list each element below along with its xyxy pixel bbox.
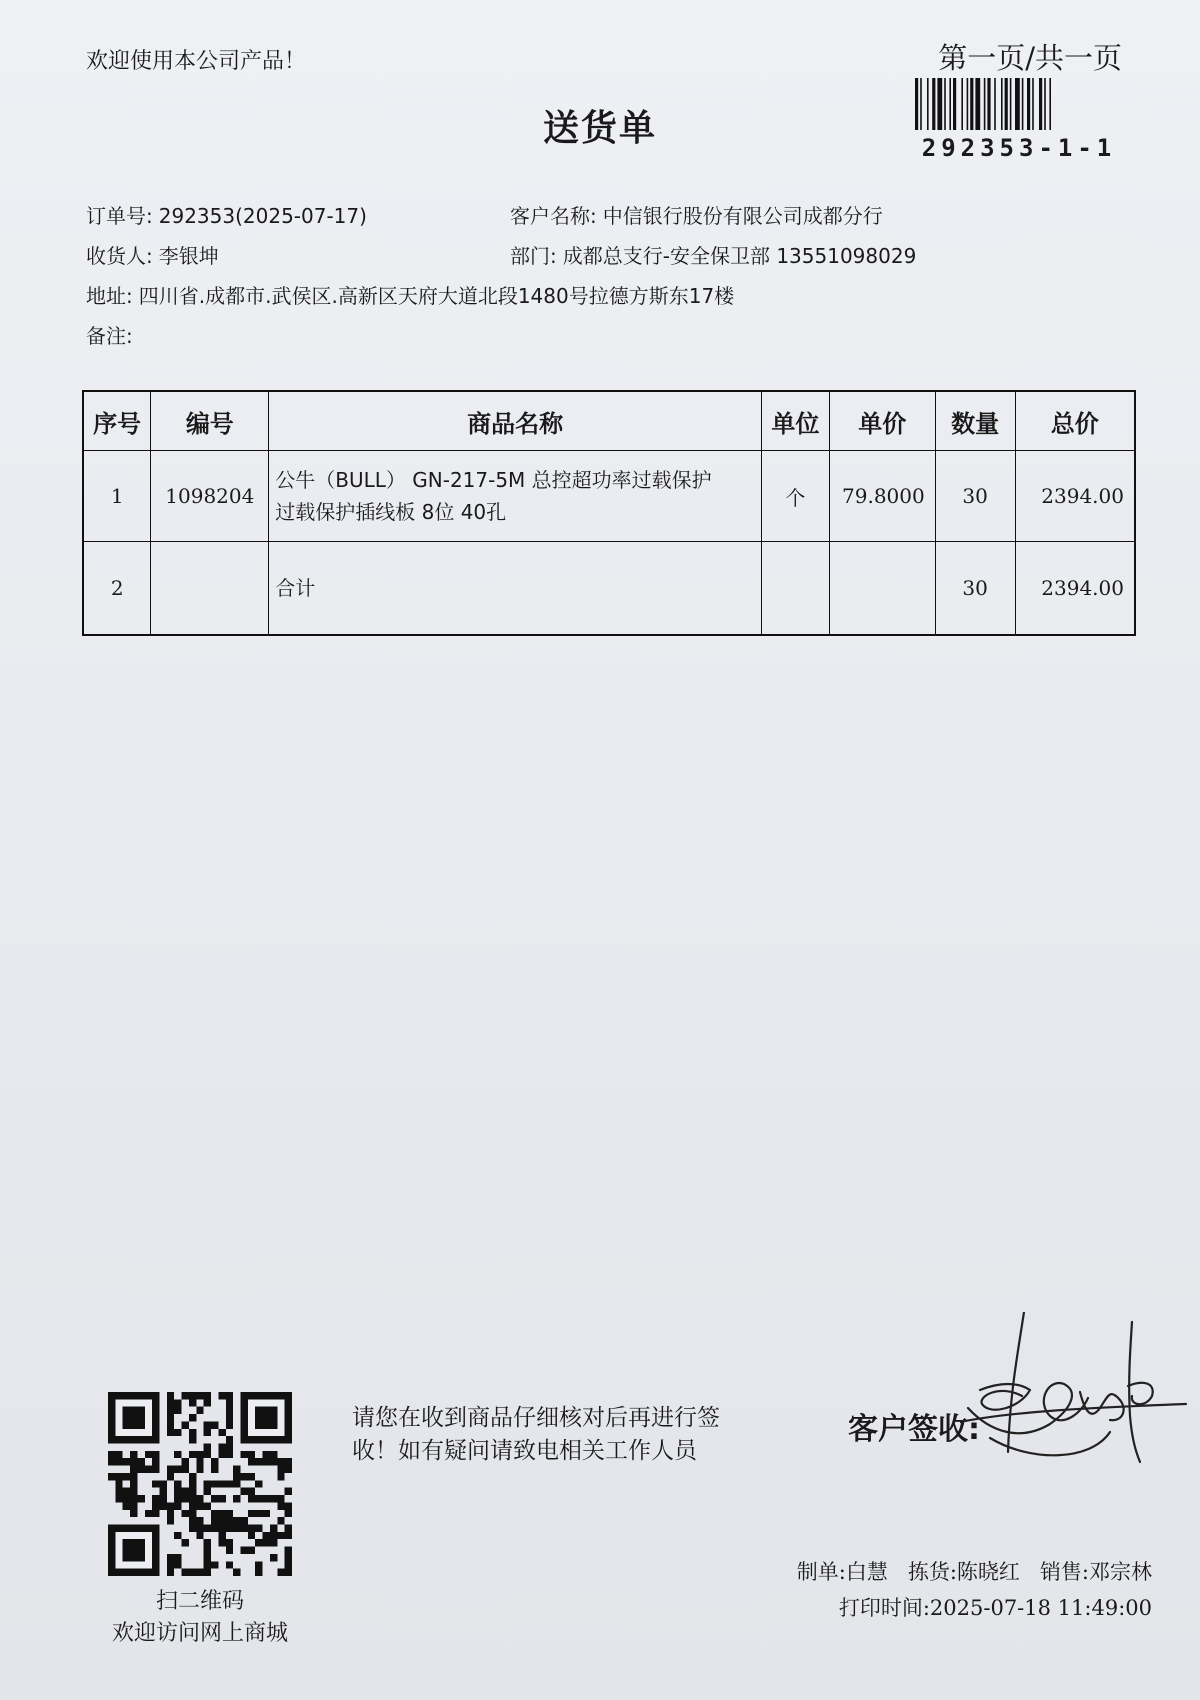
cell-unit: 个 — [761, 451, 829, 542]
address-field — [86, 280, 734, 309]
page-info: 第一页/共一页 — [938, 41, 1122, 75]
notice-line: 收！如有疑问请致电相关工作人员 — [352, 1438, 697, 1464]
cell-seq: 1 — [83, 451, 151, 542]
order-number-value: 292353(2025-07-17) — [158, 204, 367, 228]
product-name-line: 合计 — [275, 576, 316, 600]
cell-code: 1098204 — [151, 451, 269, 542]
document-title: 送货单 — [542, 108, 657, 149]
department-value: 成都总支行-安全保卫部 13551098029 — [562, 244, 917, 268]
staff-info — [777, 1556, 1152, 1586]
notice-text — [352, 1402, 792, 1468]
qr-code-image — [108, 1392, 292, 1576]
print-time: 打印时间:2025-07-18 11:49:00 — [838, 1596, 1152, 1620]
header-unit-price: 单价 — [829, 391, 935, 451]
cell-code — [151, 542, 269, 636]
welcome-text: 欢迎使用本公司产品！ — [86, 49, 307, 74]
cell-total: 2394.00 — [1015, 451, 1135, 542]
table-row — [83, 542, 1135, 636]
qr-caption: 扫二维码 — [155, 1589, 244, 1614]
cell-unit-price: 79.8000 — [829, 451, 935, 542]
cell-seq: 2 — [83, 542, 151, 636]
remarks-field — [86, 320, 139, 349]
department-field — [510, 240, 916, 269]
receiver-value: 李银坤 — [158, 244, 219, 268]
qr-caption: 欢迎访问网上商城 — [111, 1621, 288, 1646]
receiver-field — [86, 240, 219, 269]
header-total: 总价 — [1015, 391, 1135, 451]
product-name-line: 过载保护插线板 8位 40孔 — [275, 500, 507, 524]
header-product-name: 商品名称 — [269, 391, 762, 451]
header-seq: 序号 — [83, 391, 151, 451]
customer-value: 中信银行股份有限公司成都分行 — [602, 204, 883, 228]
remarks-label: 备注: — [86, 324, 133, 348]
customer-field — [510, 200, 883, 229]
cell-quantity: 30 — [935, 451, 1015, 542]
sales-text: 销售:邓宗林 — [1039, 1560, 1152, 1584]
barcode-number: 292353-1-1 — [921, 134, 1117, 162]
table-row — [83, 451, 1135, 542]
cell-unit-price — [829, 542, 935, 636]
customer-label: 客户名称: — [510, 204, 597, 228]
address-value: 四川省.成都市.武侯区.高新区天府大道北段1480号拉德方斯东17楼 — [138, 284, 735, 308]
cell-total: 2394.00 — [1015, 542, 1135, 636]
header-quantity: 数量 — [935, 391, 1015, 451]
order-number-label: 订单号: — [86, 204, 153, 228]
maker-text: 制单:白慧 — [796, 1560, 888, 1584]
cell-quantity: 30 — [935, 542, 1015, 636]
product-name-line: 公牛（BULL） GN-217-5M 总控超功率过载保护 — [275, 468, 712, 492]
customer-signature-label: 客户签收: — [848, 1412, 980, 1447]
handwritten-signature — [960, 1312, 1192, 1472]
header-code: 编号 — [151, 391, 269, 451]
items-table — [82, 390, 1136, 636]
table-header-row — [83, 391, 1135, 451]
notice-line: 请您在收到商品仔细核对后再进行签 — [352, 1405, 720, 1431]
picker-text: 拣货:陈晓红 — [907, 1560, 1020, 1584]
department-label: 部门: — [510, 244, 557, 268]
cell-product-name — [269, 542, 762, 636]
cell-unit — [761, 542, 829, 636]
header-unit: 单位 — [761, 391, 829, 451]
order-number-field — [86, 200, 367, 229]
receiver-label: 收货人: — [86, 244, 153, 268]
cell-product-name — [269, 451, 762, 542]
address-label: 地址: — [86, 284, 133, 308]
